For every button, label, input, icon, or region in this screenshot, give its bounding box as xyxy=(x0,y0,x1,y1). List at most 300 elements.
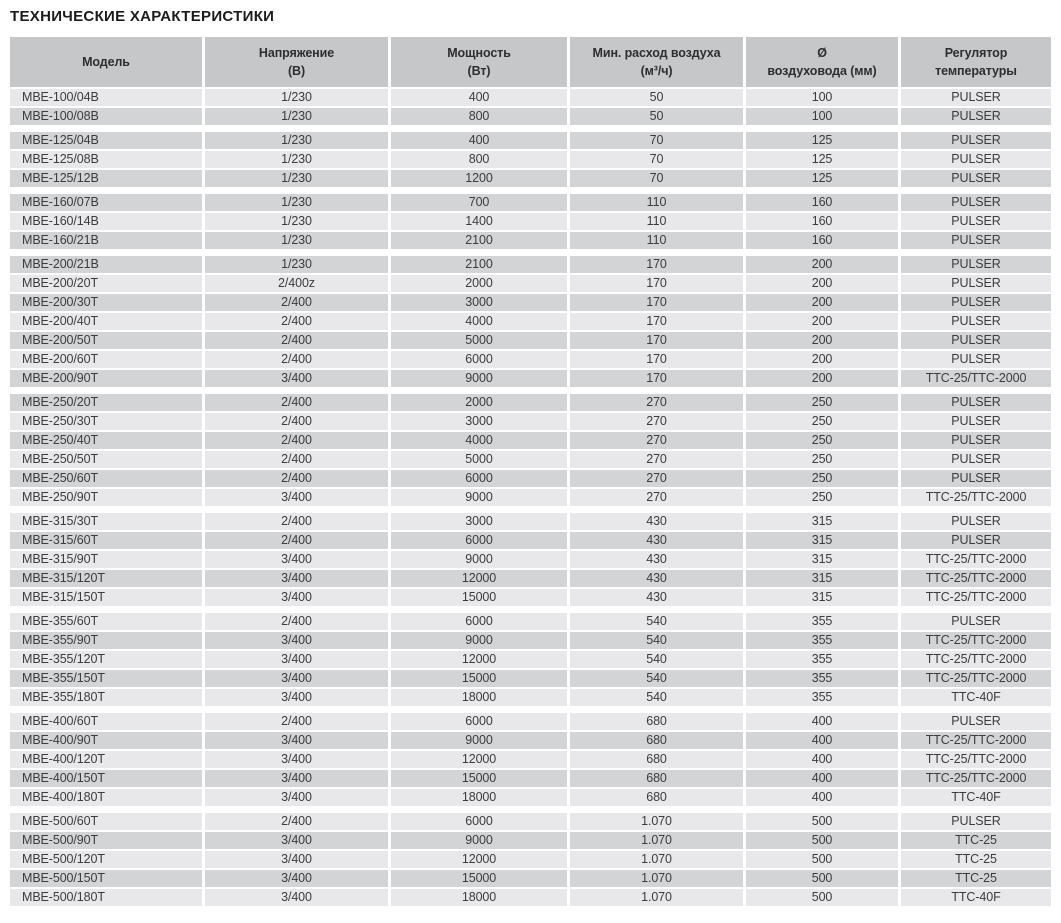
column-header-line1: Напряжение xyxy=(258,45,335,60)
cell-power: 2100 xyxy=(391,232,567,249)
cell-voltage: 3/400 xyxy=(205,632,388,649)
cell-model: MBE-400/180T xyxy=(10,789,202,806)
cell-regulator: TTC-25/TTC-2000 xyxy=(901,732,1051,749)
cell-voltage: 2/400 xyxy=(205,313,388,330)
cell-power: 3000 xyxy=(391,294,567,311)
cell-voltage: 2/400 xyxy=(205,294,388,311)
cell-regulator: TTC-25/TTC-2000 xyxy=(901,489,1051,506)
cell-regulator: PULSER xyxy=(901,470,1051,487)
cell-voltage: 1/230 xyxy=(205,213,388,230)
cell-model: MBE-160/14B xyxy=(10,213,202,230)
cell-power: 9000 xyxy=(391,489,567,506)
column-header-line1: Ø xyxy=(817,45,827,60)
cell-diameter: 250 xyxy=(746,432,898,449)
cell-regulator: TTC-25/TTC-2000 xyxy=(901,551,1051,568)
cell-power: 6000 xyxy=(391,532,567,549)
cell-airflow: 540 xyxy=(570,670,743,687)
cell-diameter: 200 xyxy=(746,313,898,330)
cell-power: 2000 xyxy=(391,275,567,292)
cell-model: MBE-400/60T xyxy=(10,713,202,730)
table-row xyxy=(10,789,1051,806)
table-row xyxy=(10,670,1051,687)
cell-airflow: 680 xyxy=(570,770,743,787)
cell-voltage: 2/400 xyxy=(205,532,388,549)
cell-diameter: 315 xyxy=(746,513,898,530)
model-group xyxy=(10,713,1051,806)
cell-power: 4000 xyxy=(391,313,567,330)
cell-model: MBE-200/60T xyxy=(10,351,202,368)
cell-model: MBE-400/90T xyxy=(10,732,202,749)
cell-regulator: PULSER xyxy=(901,313,1051,330)
cell-model: MBE-160/21B xyxy=(10,232,202,249)
cell-diameter: 250 xyxy=(746,451,898,468)
cell-power: 18000 xyxy=(391,889,567,906)
table-row xyxy=(10,589,1051,606)
cell-diameter: 500 xyxy=(746,851,898,868)
cell-airflow: 110 xyxy=(570,194,743,211)
cell-diameter: 500 xyxy=(746,870,898,887)
table-row xyxy=(10,213,1051,230)
cell-voltage: 2/400 xyxy=(205,470,388,487)
cell-regulator: PULSER xyxy=(901,151,1051,168)
table-row xyxy=(10,551,1051,568)
cell-model: MBE-500/180T xyxy=(10,889,202,906)
cell-regulator: PULSER xyxy=(901,813,1051,830)
cell-diameter: 400 xyxy=(746,789,898,806)
cell-diameter: 315 xyxy=(746,589,898,606)
cell-model: MBE-200/20T xyxy=(10,275,202,292)
cell-voltage: 3/400 xyxy=(205,651,388,668)
cell-diameter: 355 xyxy=(746,689,898,706)
cell-power: 800 xyxy=(391,151,567,168)
cell-airflow: 1.070 xyxy=(570,813,743,830)
cell-power: 18000 xyxy=(391,689,567,706)
cell-regulator: PULSER xyxy=(901,413,1051,430)
table-row xyxy=(10,132,1051,149)
cell-diameter: 200 xyxy=(746,370,898,387)
column-header-power xyxy=(391,37,567,87)
table-row xyxy=(10,689,1051,706)
cell-diameter: 160 xyxy=(746,232,898,249)
cell-model: MBE-125/04B xyxy=(10,132,202,149)
table-row xyxy=(10,89,1051,106)
cell-regulator: PULSER xyxy=(901,108,1051,125)
cell-power: 9000 xyxy=(391,732,567,749)
column-header-line1: Модель xyxy=(82,54,130,69)
cell-model: MBE-315/150T xyxy=(10,589,202,606)
table-row xyxy=(10,194,1051,211)
cell-model: MBE-125/12B xyxy=(10,170,202,187)
column-header-line2: (В) xyxy=(287,64,306,78)
cell-airflow: 540 xyxy=(570,632,743,649)
cell-diameter: 200 xyxy=(746,332,898,349)
cell-model: MBE-200/21B xyxy=(10,256,202,273)
table-row xyxy=(10,151,1051,168)
cell-voltage: 2/400 xyxy=(205,394,388,411)
column-header-voltage xyxy=(205,37,388,87)
model-group xyxy=(10,89,1051,125)
cell-power: 1400 xyxy=(391,213,567,230)
column-header-line2: (м³/ч) xyxy=(640,64,673,78)
cell-airflow: 270 xyxy=(570,451,743,468)
cell-airflow: 170 xyxy=(570,275,743,292)
cell-regulator: PULSER xyxy=(901,232,1051,249)
table-row xyxy=(10,751,1051,768)
cell-power: 15000 xyxy=(391,870,567,887)
table-row xyxy=(10,632,1051,649)
cell-power: 12000 xyxy=(391,751,567,768)
cell-power: 9000 xyxy=(391,632,567,649)
cell-voltage: 3/400 xyxy=(205,670,388,687)
cell-airflow: 680 xyxy=(570,713,743,730)
model-group xyxy=(10,256,1051,387)
cell-diameter: 315 xyxy=(746,551,898,568)
table-row xyxy=(10,532,1051,549)
cell-power: 2000 xyxy=(391,394,567,411)
table-row xyxy=(10,232,1051,249)
table-row xyxy=(10,332,1051,349)
cell-voltage: 3/400 xyxy=(205,789,388,806)
cell-regulator: PULSER xyxy=(901,532,1051,549)
table-row xyxy=(10,470,1051,487)
cell-model: MBE-250/90T xyxy=(10,489,202,506)
cell-power: 400 xyxy=(391,89,567,106)
cell-airflow: 540 xyxy=(570,651,743,668)
cell-voltage: 3/400 xyxy=(205,751,388,768)
cell-airflow: 540 xyxy=(570,613,743,630)
cell-model: MBE-500/120T xyxy=(10,851,202,868)
cell-voltage: 2/400 xyxy=(205,413,388,430)
model-group xyxy=(10,513,1051,606)
table-row xyxy=(10,770,1051,787)
column-header-model xyxy=(10,37,202,87)
cell-regulator: PULSER xyxy=(901,332,1051,349)
table-row xyxy=(10,870,1051,887)
cell-voltage: 3/400 xyxy=(205,889,388,906)
cell-regulator: TTC-25 xyxy=(901,851,1051,868)
cell-regulator: PULSER xyxy=(901,294,1051,311)
cell-regulator: PULSER xyxy=(901,213,1051,230)
cell-voltage: 3/400 xyxy=(205,870,388,887)
table-row xyxy=(10,256,1051,273)
cell-regulator: TTC-25/TTC-2000 xyxy=(901,651,1051,668)
cell-power: 700 xyxy=(391,194,567,211)
table-row xyxy=(10,394,1051,411)
cell-model: MBE-250/60T xyxy=(10,470,202,487)
cell-regulator: TTC-25/TTC-2000 xyxy=(901,670,1051,687)
cell-airflow: 50 xyxy=(570,108,743,125)
cell-airflow: 430 xyxy=(570,551,743,568)
cell-voltage: 1/230 xyxy=(205,194,388,211)
cell-voltage: 2/400 xyxy=(205,332,388,349)
cell-diameter: 400 xyxy=(746,751,898,768)
cell-model: MBE-500/150T xyxy=(10,870,202,887)
cell-regulator: PULSER xyxy=(901,194,1051,211)
column-header-diameter xyxy=(746,37,898,87)
cell-diameter: 355 xyxy=(746,670,898,687)
cell-voltage: 1/230 xyxy=(205,170,388,187)
cell-power: 6000 xyxy=(391,613,567,630)
cell-regulator: TTC-25/TTC-2000 xyxy=(901,570,1051,587)
cell-regulator: TTC-40F xyxy=(901,789,1051,806)
cell-regulator: PULSER xyxy=(901,275,1051,292)
table-row xyxy=(10,651,1051,668)
cell-diameter: 160 xyxy=(746,213,898,230)
table-row xyxy=(10,570,1051,587)
cell-airflow: 430 xyxy=(570,532,743,549)
table-body xyxy=(10,89,1051,906)
cell-model: MBE-200/90T xyxy=(10,370,202,387)
cell-voltage: 2/400 xyxy=(205,351,388,368)
model-group xyxy=(10,132,1051,187)
cell-voltage: 1/230 xyxy=(205,89,388,106)
cell-model: MBE-100/04B xyxy=(10,89,202,106)
cell-diameter: 125 xyxy=(746,132,898,149)
cell-power: 6000 xyxy=(391,813,567,830)
table-row xyxy=(10,813,1051,830)
column-header-line1: Мощность xyxy=(447,45,511,60)
cell-model: MBE-200/50T xyxy=(10,332,202,349)
cell-airflow: 430 xyxy=(570,570,743,587)
cell-airflow: 540 xyxy=(570,689,743,706)
cell-airflow: 170 xyxy=(570,294,743,311)
table-row xyxy=(10,108,1051,125)
cell-diameter: 125 xyxy=(746,151,898,168)
column-header-line2: (Вт) xyxy=(467,64,491,78)
cell-power: 15000 xyxy=(391,589,567,606)
cell-model: MBE-250/40T xyxy=(10,432,202,449)
cell-airflow: 270 xyxy=(570,432,743,449)
cell-voltage: 1/230 xyxy=(205,232,388,249)
cell-voltage: 2/400z xyxy=(205,275,388,292)
cell-airflow: 70 xyxy=(570,151,743,168)
cell-diameter: 500 xyxy=(746,813,898,830)
cell-airflow: 110 xyxy=(570,232,743,249)
column-header-regulator xyxy=(901,37,1051,87)
table-row xyxy=(10,513,1051,530)
table-row xyxy=(10,489,1051,506)
cell-model: MBE-200/30T xyxy=(10,294,202,311)
table-row xyxy=(10,432,1051,449)
cell-diameter: 250 xyxy=(746,413,898,430)
cell-regulator: TTC-25/TTC-2000 xyxy=(901,589,1051,606)
cell-model: MBE-400/150T xyxy=(10,770,202,787)
cell-voltage: 3/400 xyxy=(205,851,388,868)
cell-model: MBE-355/90T xyxy=(10,632,202,649)
cell-voltage: 3/400 xyxy=(205,689,388,706)
table-row xyxy=(10,832,1051,849)
cell-voltage: 3/400 xyxy=(205,370,388,387)
cell-airflow: 170 xyxy=(570,313,743,330)
cell-airflow: 170 xyxy=(570,351,743,368)
model-group xyxy=(10,613,1051,706)
cell-airflow: 170 xyxy=(570,256,743,273)
column-header-line2: температуры xyxy=(935,64,1017,78)
cell-model: MBE-355/60T xyxy=(10,613,202,630)
cell-diameter: 125 xyxy=(746,170,898,187)
cell-airflow: 1.070 xyxy=(570,851,743,868)
cell-voltage: 2/400 xyxy=(205,613,388,630)
cell-airflow: 680 xyxy=(570,732,743,749)
cell-model: MBE-355/180T xyxy=(10,689,202,706)
table-row xyxy=(10,889,1051,906)
cell-model: MBE-500/60T xyxy=(10,813,202,830)
cell-airflow: 70 xyxy=(570,132,743,149)
cell-power: 9000 xyxy=(391,370,567,387)
cell-diameter: 500 xyxy=(746,832,898,849)
cell-diameter: 250 xyxy=(746,489,898,506)
cell-power: 400 xyxy=(391,132,567,149)
cell-voltage: 2/400 xyxy=(205,813,388,830)
cell-power: 6000 xyxy=(391,713,567,730)
column-header-line1: Мин. расход воздуха xyxy=(592,45,721,60)
cell-airflow: 1.070 xyxy=(570,832,743,849)
cell-regulator: PULSER xyxy=(901,132,1051,149)
cell-power: 9000 xyxy=(391,832,567,849)
cell-power: 6000 xyxy=(391,470,567,487)
cell-regulator: PULSER xyxy=(901,394,1051,411)
cell-diameter: 500 xyxy=(746,889,898,906)
cell-diameter: 400 xyxy=(746,770,898,787)
technical-specs-table xyxy=(10,37,1051,906)
cell-diameter: 250 xyxy=(746,470,898,487)
cell-airflow: 680 xyxy=(570,789,743,806)
cell-airflow: 170 xyxy=(570,370,743,387)
cell-airflow: 170 xyxy=(570,332,743,349)
cell-diameter: 250 xyxy=(746,394,898,411)
cell-model: MBE-100/08B xyxy=(10,108,202,125)
cell-power: 3000 xyxy=(391,413,567,430)
cell-diameter: 160 xyxy=(746,194,898,211)
cell-model: MBE-160/07B xyxy=(10,194,202,211)
cell-voltage: 3/400 xyxy=(205,489,388,506)
cell-airflow: 1.070 xyxy=(570,889,743,906)
model-group xyxy=(10,813,1051,906)
cell-voltage: 3/400 xyxy=(205,770,388,787)
cell-voltage: 3/400 xyxy=(205,832,388,849)
cell-diameter: 200 xyxy=(746,294,898,311)
table-row xyxy=(10,451,1051,468)
cell-regulator: TTC-25/TTC-2000 xyxy=(901,751,1051,768)
cell-regulator: TTC-25 xyxy=(901,832,1051,849)
cell-power: 12000 xyxy=(391,651,567,668)
cell-diameter: 315 xyxy=(746,570,898,587)
table-row xyxy=(10,732,1051,749)
cell-regulator: PULSER xyxy=(901,89,1051,106)
column-header-line1: Регулятор xyxy=(944,45,1008,60)
cell-voltage: 3/400 xyxy=(205,589,388,606)
cell-power: 1200 xyxy=(391,170,567,187)
table-row xyxy=(10,275,1051,292)
cell-diameter: 100 xyxy=(746,108,898,125)
cell-power: 18000 xyxy=(391,789,567,806)
cell-voltage: 1/230 xyxy=(205,108,388,125)
cell-model: MBE-315/60T xyxy=(10,532,202,549)
table-row xyxy=(10,613,1051,630)
cell-power: 12000 xyxy=(391,851,567,868)
cell-model: MBE-250/20T xyxy=(10,394,202,411)
table-row xyxy=(10,413,1051,430)
cell-airflow: 430 xyxy=(570,589,743,606)
cell-voltage: 3/400 xyxy=(205,551,388,568)
cell-regulator: PULSER xyxy=(901,613,1051,630)
cell-diameter: 200 xyxy=(746,275,898,292)
cell-regulator: PULSER xyxy=(901,513,1051,530)
cell-airflow: 270 xyxy=(570,413,743,430)
cell-airflow: 270 xyxy=(570,470,743,487)
table-row xyxy=(10,370,1051,387)
cell-regulator: TTC-40F xyxy=(901,889,1051,906)
cell-power: 6000 xyxy=(391,351,567,368)
cell-model: MBE-125/08B xyxy=(10,151,202,168)
cell-model: MBE-315/30T xyxy=(10,513,202,530)
cell-regulator: PULSER xyxy=(901,256,1051,273)
cell-model: MBE-355/120T xyxy=(10,651,202,668)
cell-voltage: 2/400 xyxy=(205,513,388,530)
cell-diameter: 200 xyxy=(746,256,898,273)
cell-power: 5000 xyxy=(391,332,567,349)
cell-voltage: 1/230 xyxy=(205,151,388,168)
cell-voltage: 2/400 xyxy=(205,713,388,730)
table-row xyxy=(10,170,1051,187)
cell-regulator: PULSER xyxy=(901,451,1051,468)
cell-voltage: 1/230 xyxy=(205,256,388,273)
cell-airflow: 110 xyxy=(570,213,743,230)
cell-diameter: 355 xyxy=(746,651,898,668)
cell-regulator: TTC-25 xyxy=(901,870,1051,887)
cell-regulator: TTC-25/TTC-2000 xyxy=(901,770,1051,787)
cell-power: 4000 xyxy=(391,432,567,449)
table-row xyxy=(10,713,1051,730)
cell-regulator: TTC-25/TTC-2000 xyxy=(901,632,1051,649)
model-group xyxy=(10,194,1051,249)
cell-power: 15000 xyxy=(391,770,567,787)
cell-voltage: 2/400 xyxy=(205,432,388,449)
cell-regulator: TTC-40F xyxy=(901,689,1051,706)
cell-airflow: 70 xyxy=(570,170,743,187)
cell-voltage: 3/400 xyxy=(205,570,388,587)
cell-regulator: TTC-25/TTC-2000 xyxy=(901,370,1051,387)
cell-model: MBE-315/120T xyxy=(10,570,202,587)
cell-model: MBE-250/30T xyxy=(10,413,202,430)
cell-diameter: 100 xyxy=(746,89,898,106)
cell-regulator: PULSER xyxy=(901,713,1051,730)
table-header-row xyxy=(10,37,1051,87)
cell-model: MBE-500/90T xyxy=(10,832,202,849)
cell-regulator: PULSER xyxy=(901,170,1051,187)
cell-voltage: 3/400 xyxy=(205,732,388,749)
cell-power: 12000 xyxy=(391,570,567,587)
cell-airflow: 680 xyxy=(570,751,743,768)
cell-airflow: 50 xyxy=(570,89,743,106)
cell-diameter: 355 xyxy=(746,613,898,630)
column-header-airflow xyxy=(570,37,743,87)
cell-power: 9000 xyxy=(391,551,567,568)
cell-airflow: 1.070 xyxy=(570,870,743,887)
table-row xyxy=(10,351,1051,368)
cell-power: 5000 xyxy=(391,451,567,468)
table-row xyxy=(10,851,1051,868)
cell-regulator: PULSER xyxy=(901,351,1051,368)
cell-power: 800 xyxy=(391,108,567,125)
cell-diameter: 400 xyxy=(746,713,898,730)
cell-diameter: 400 xyxy=(746,732,898,749)
cell-airflow: 270 xyxy=(570,394,743,411)
cell-model: MBE-250/50T xyxy=(10,451,202,468)
cell-power: 15000 xyxy=(391,670,567,687)
table-row xyxy=(10,294,1051,311)
model-group xyxy=(10,394,1051,506)
